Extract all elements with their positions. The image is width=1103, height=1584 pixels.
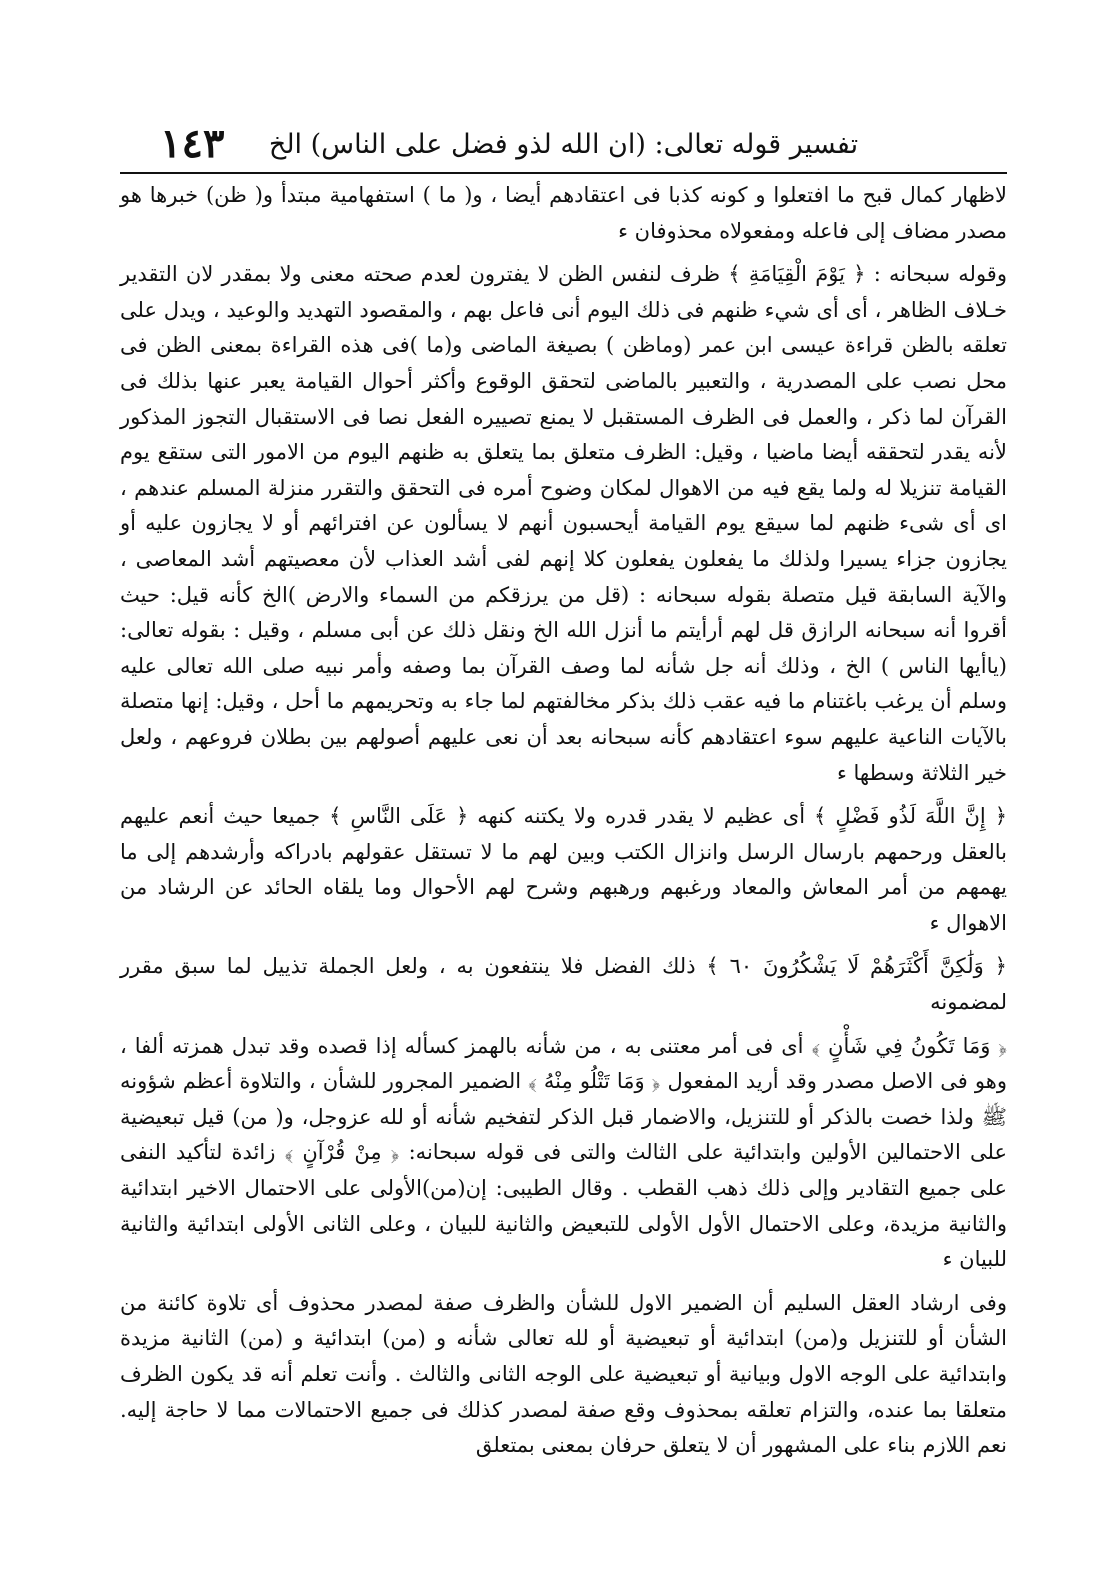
- paragraph-5: ﴿ وَمَا تَكُونُ فِي شَأْنٍ ﴾ أى فى أمر معتنى به ، من شأنه بالهمز كسأله إذا قصده وقد تبدل همزته ألفا ، وهو فى الاصل مصدر وقد أريد المفعول ﴿ وَمَا تَتْلُو مِنْهُ ﴾ الضمير المجرور للشأن ، والتلاوة أعظم شؤونه ﷺ ولذا خصت بالذكر أو للتنزيل، والاضمار قبل الذكر لتفخيم شأنه أو لله عزوجل، و( من) قيل تبعيضية على الاحتمالين الأولين وابتدائية على الثالث والتى فى قوله سبحانه: ﴿ مِنْ قُرْآنٍ ﴾ زائدة لتأكيد النفى على جميع التقادير وإلى ذلك ذهب القطب . وقال الطيبى: إن(من)الأولى على الاحتمال الاخير ابتدائية والثانية مزيدة، وعلى الاحتمال الأول الأولى للتبعيض والثانية للبيان ، وعلى الثانى الأولى ابتدائية والثانية للبيان ء: [120, 1033, 1007, 1272]
- paragraph-2: وقوله سبحانه : ﴿ يَوْمَ الْقِيَامَةِ ﴾ ظرف لنفس الظن لا يفترون لعدم صحته معنى ولا بمقدر لان التقدير خـلاف الظاهر ، أى أى شيء ظنهم فى ذلك اليوم أنى فاعل بهم ، والمقصود التهديد والوعيد ، ويدل على تعلقه بالظن قراءة عيسى ابن عمر (وماظن ) بصيغة الماضى و(ما )فى هذه القراءة بمعنى الظن فى محل نصب على المصدرية ، والتعبير بالماضى لتحقق الوقوع وأكثر أحوال القيامة يعبر عنها بذلك فى القرآن لما ذكر ، والعمل فى الظرف المستقبل لا يمنع تصييره الفعل نصا فى الاستقبال التجوز المذكور لأنه يقدر لتحققه أيضا ماضيا ، وقيل: الظرف متعلق بما يتعلق به ظنهم اليوم من الامور التى ستقع يوم القيامة تنزيلا له ولما يقع فيه من الاهوال لمكان وضوح أمره فى التحقق والتقرر منزلة المسلم عندهم ، اى أى شىء ظنهم لما سيقع يوم القيامة أيحسبون أنهم لا يسألون عن افترائهم أو لا يجازون عليه أو يجازون جزاء يسيرا ولذلك ما يفعلون يفعلون كلا إنهم لفى أشد العذاب لأن معصيتهم أشد المعاصى ، والآية السابقة قيل متصلة بقوله سبحانه : (قل من يرزقكم من السماء والارض )الخ كأنه قيل: حيث أقروا أنه سبحانه الرازق قل لهم أرأيتم ما أنزل الله الخ ونقل ذلك عن أبى مسلم ، وقيل : بقوله تعالى: (ياأيها الناس ) الخ ، وذلك أنه جل شأنه لما وصف القرآن بما وصفه وأمر نبيه صلى الله تعالى عليه وسلم أن يرغب باغتنام ما فيه عقب ذلك بذكر مخالفتهم لما جاء به وتحريمهم ما أحل ، وقيل: إنها متصلة بالآيات الناعية عليهم سوء اعتقادهم كأنه سبحانه بعد أن نعى عليهم أصولهم بين بطلان فروعهم ، ولعل خير الثلاثة وسطها ء: [120, 262, 1007, 785]
- paragraph-4: ﴿ وَلَٰكِنَّ أَكْثَرَهُمْ لَا يَشْكُرُونَ ٦٠ ﴾ ذلك الفضل فلا ينتفعون به ، ولعل الجملة تذييل لما سبق مقرر لمضمونه: [120, 954, 1007, 1015]
- header-divider: [120, 172, 1007, 174]
- running-title: تفسير قوله تعالى: (ان الله لذو فضل على الناس) الخ: [268, 129, 859, 160]
- page-number: ١٤٣: [160, 120, 225, 167]
- body-text: [120, 178, 1007, 1464]
- paragraph-3: ﴿ إِنَّ اللَّهَ لَذُو فَضْلٍ ﴾ أى عظيم لا يقدر قدره ولا يكتنه كنهه ﴿ عَلَى النَّاسِ ﴾ جميعا حيث أنعم عليهم بالعقل ورحمهم بارسال الرسل وانزال الكتب وبين لهم ما لا تستقل عقولهم بادراكه وأرشدهم إلى ما يهمهم من أمر المعاش والمعاد ورغبهم ورهبهم وشرح لهم الأحوال وما يلقاه الحائد عن الرشاد من الاهوال ء: [120, 804, 1007, 935]
- paragraph-1: لاظهار كمال قبح ما افتعلوا و كونه كذبا فى اعتقادهم أيضا ، و( ما ) استفهامية مبتدأ و( ظن) خبرها هو مصدر مضاف إلى فاعله ومفعولاه محذوفان ء: [120, 183, 1007, 243]
- page-header: [120, 118, 1007, 170]
- paragraph-6: وفى ارشاد العقل السليم أن الضمير الاول للشأن والظرف صفة لمصدر محذوف أى تلاوة كائنة من الشأن أو للتنزيل و(من) ابتدائية أو تبعيضية أو لله تعالى شأنه و (من) ابتدائية و (من) الثانية مزيدة وابتدائية على الوجه الاول وبيانية أو تبعيضية على الوجه الثانى والثالث . وأنت تعلم أنه قد يكون الظرف متعلقا بما عنده، والتزام تعلقه بمحذوف وقع صفة لمصدر كذلك فى جميع الاحتمالات مما لا حاجة إليه. نعم اللازم بناء على المشهور أن لا يتعلق حرفان بمعنى بمتعلق: [120, 1290, 1007, 1458]
